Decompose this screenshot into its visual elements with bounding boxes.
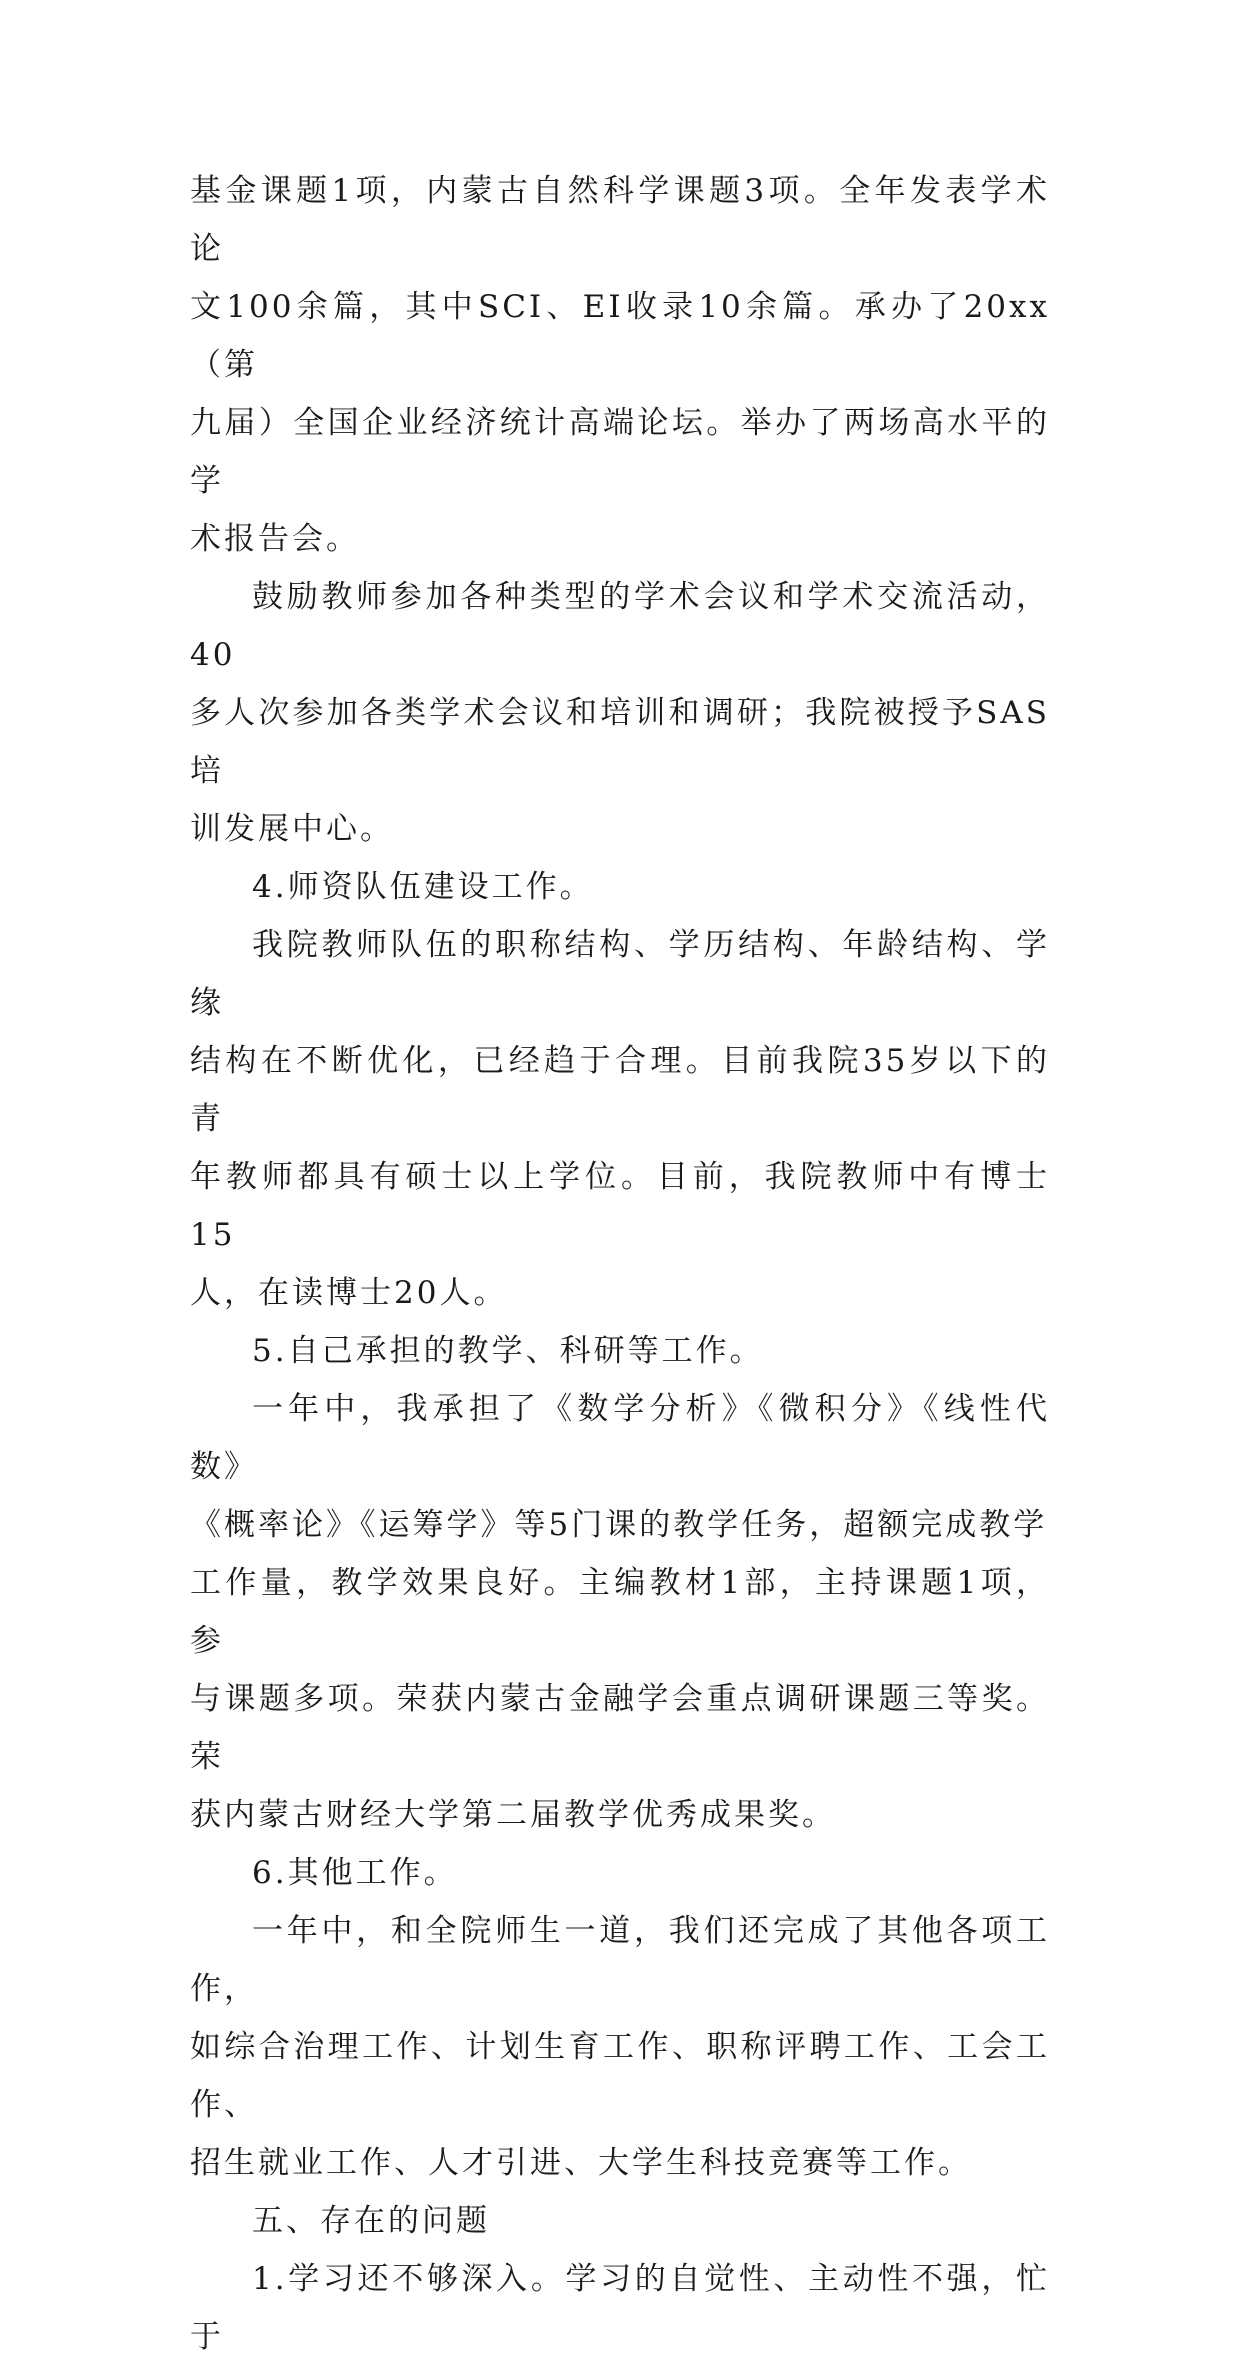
- section-heading-faculty: 4.师资队伍建设工作。: [252, 869, 594, 905]
- paragraph-problem-1: 1.学习还不够深入。学习的自觉性、主动性不强，忙于: [190, 2261, 1050, 2355]
- paragraph-own-work: 一年中，我承担了《数学分析》《微积分》《线性代数》 《概率论》《运筹学》等5门课的教学任务，超额完成教学 工作量，教学效果良好。主编教材1部，主持课题1项，参 与课题多项。荣获内蒙古金融学会重点调研课题三等奖。荣 获内蒙古财经大学第二届教学优秀成果奖。: [190, 1391, 1050, 1833]
- section-heading-own-work: 5.自己承担的教学、科研等工作。: [252, 1333, 764, 1369]
- paragraph-academic-exchange: 鼓励教师参加各种类型的学术会议和学术交流活动，40 多人次参加各类学术会议和培训和调研；我院被授予SAS培 训发展中心。: [190, 579, 1050, 847]
- section-heading-other-work: 6.其他工作。: [252, 1855, 458, 1891]
- document-body: [190, 162, 1050, 2366]
- paragraph-other-work: 一年中，和全院师生一道，我们还完成了其他各项工作， 如综合治理工作、计划生育工作、职称评聘工作、工会工作、 招生就业工作、人才引进、大学生科技竞赛等工作。: [190, 1913, 1050, 2181]
- section-heading-problems: 五、存在的问题: [252, 2203, 490, 2239]
- paragraph-faculty-structure: 我院教师队伍的职称结构、学历结构、年龄结构、学缘 结构在不断优化，已经趋于合理。目前我院35岁以下的青 年教师都具有硕士以上学位。目前，我院教师中有博士15 人，在读博士20人。: [190, 927, 1050, 1311]
- paragraph-research-output: 基金课题1项，内蒙古自然科学课题3项。全年发表学术论 文100余篇，其中SCI、EI收录10余篇。承办了20xx（第 九届）全国企业经济统计高端论坛。举办了两场高水平的学 术报告会。: [190, 173, 1050, 557]
